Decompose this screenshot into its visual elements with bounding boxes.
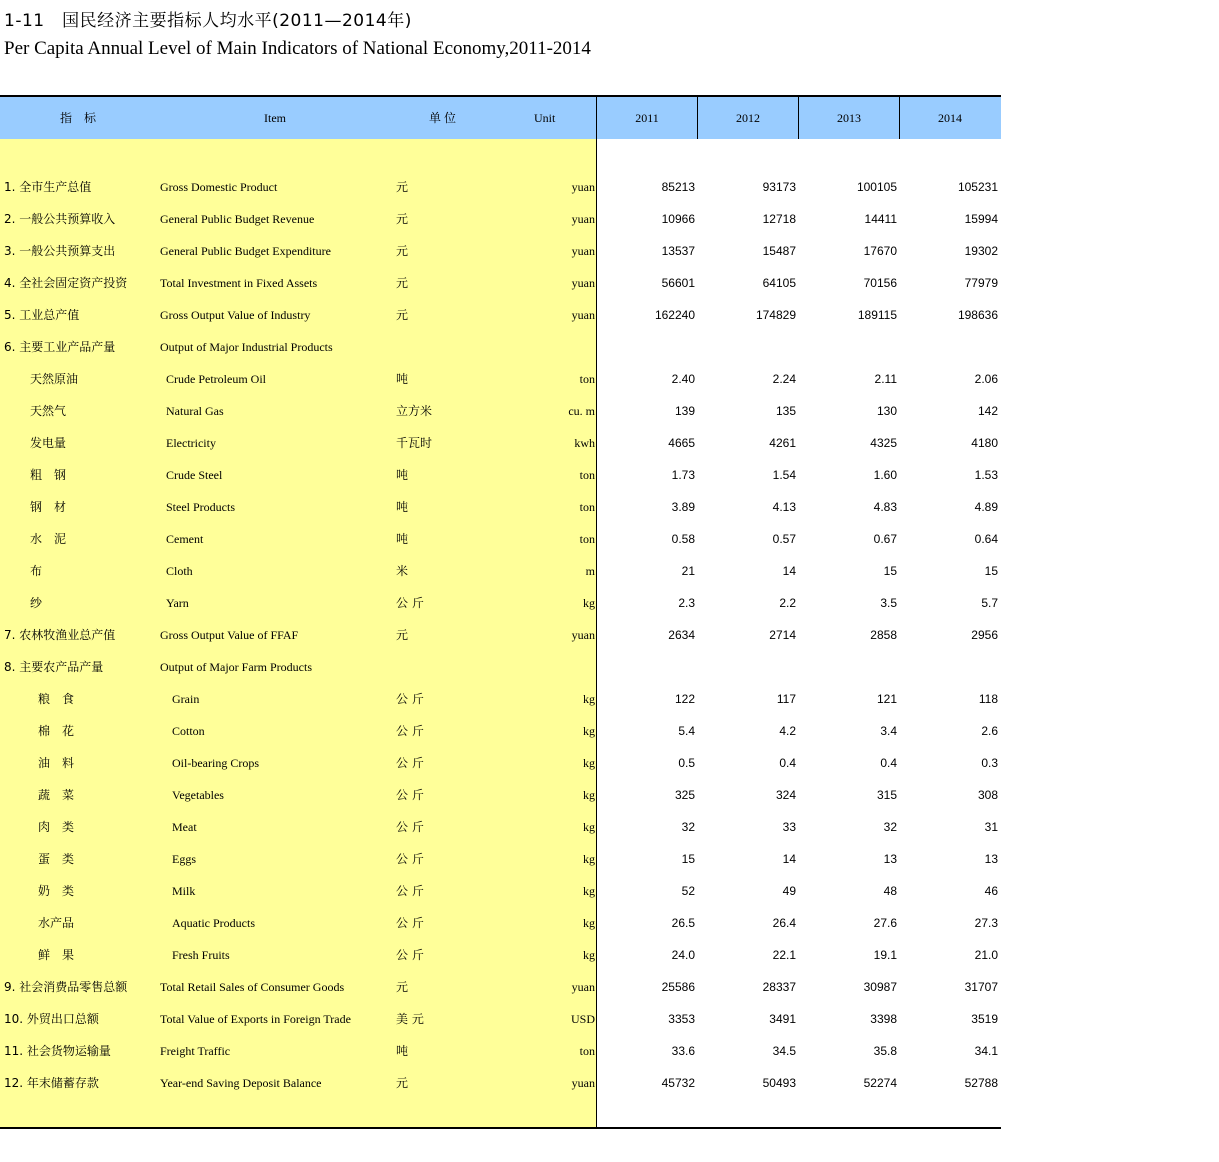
- unit-cn: 吨: [396, 500, 409, 514]
- table-bottom-rule: [0, 1127, 1001, 1129]
- table-row: [0, 561, 1001, 581]
- value-cell: 12718: [762, 212, 796, 226]
- indicator-name-en: General Public Budget Revenue: [160, 212, 315, 226]
- unit-en: yuan: [571, 308, 595, 322]
- unit-cn: 千瓦时: [396, 436, 433, 450]
- table-row: [0, 977, 1001, 997]
- unit-en: m: [585, 564, 595, 578]
- header-year-2012: 2012: [697, 97, 798, 139]
- value-cell: 14411: [864, 212, 897, 226]
- value-cell: 10966: [661, 212, 695, 226]
- table-title-english: Per Capita Annual Level of Main Indicators of National Economy,2011-2014: [4, 38, 591, 59]
- indicator-name-cn: 纱: [30, 596, 43, 610]
- unit-en: kg: [583, 820, 595, 834]
- unit-en: ton: [579, 532, 595, 546]
- value-cell: 52274: [863, 1076, 897, 1090]
- value-cell: 121: [876, 692, 897, 706]
- indicator-name-en: Grain: [172, 692, 200, 706]
- indicator-name-en: Cloth: [166, 564, 193, 578]
- table-row: [0, 529, 1001, 549]
- unit-cn: 米: [396, 564, 409, 578]
- unit-cn: 公 斤: [396, 788, 424, 802]
- table-row: [0, 433, 1001, 453]
- value-cell: 26.5: [671, 916, 695, 930]
- unit-en: kg: [583, 692, 595, 706]
- value-cell: 31707: [964, 980, 998, 994]
- table-row: [0, 593, 1001, 613]
- unit-cn: 公 斤: [396, 884, 424, 898]
- value-cell: 15: [883, 564, 897, 578]
- indicator-name-cn: 水产品: [38, 916, 75, 930]
- value-cell: 4.13: [772, 500, 796, 514]
- value-cell: 2956: [971, 628, 998, 642]
- header-indicator-cn: 指 标: [60, 111, 97, 125]
- value-cell: 4.89: [974, 500, 998, 514]
- indicator-name-en: General Public Budget Expenditure: [160, 244, 331, 258]
- unit-en: kg: [583, 916, 595, 930]
- value-cell: 117: [776, 692, 796, 706]
- indicator-name-cn: 5. 工业总产值: [4, 308, 80, 322]
- value-cell: 19.1: [873, 948, 897, 962]
- value-cell: 0.3: [981, 756, 998, 770]
- value-cell: 189115: [857, 308, 897, 322]
- table-row: [0, 369, 1001, 389]
- indicator-name-cn: 天然原油: [30, 372, 79, 386]
- indicator-name-cn: 11. 社会货物运输量: [4, 1044, 111, 1058]
- indicator-name-cn: 布: [30, 564, 43, 578]
- table-row: [0, 305, 1001, 325]
- unit-cn: 吨: [396, 1044, 409, 1058]
- indicator-name-cn: 棉 花: [38, 724, 75, 738]
- table-row: [0, 1009, 1001, 1029]
- table-row: [0, 273, 1001, 293]
- value-cell: 52788: [964, 1076, 998, 1090]
- value-cell: 4.83: [873, 500, 897, 514]
- value-cell: 2714: [769, 628, 796, 642]
- value-cell: 2.24: [772, 372, 796, 386]
- value-cell: 52: [681, 884, 695, 898]
- value-cell: 3.89: [671, 500, 695, 514]
- value-cell: 2.40: [671, 372, 695, 386]
- value-cell: 33: [782, 820, 796, 834]
- value-cell: 85213: [661, 180, 695, 194]
- unit-en: yuan: [571, 212, 595, 226]
- value-cell: 32: [883, 820, 897, 834]
- value-cell: 4.2: [779, 724, 796, 738]
- value-cell: 25586: [661, 980, 695, 994]
- value-cell: 17670: [863, 244, 897, 258]
- value-cell: 93173: [762, 180, 796, 194]
- indicator-name-en: Total Value of Exports in Foreign Trade: [160, 1012, 351, 1026]
- value-cell: 2858: [870, 628, 897, 642]
- indicator-name-cn: 8. 主要农产品产量: [4, 660, 104, 674]
- unit-en: yuan: [571, 1076, 595, 1090]
- indicator-name-en: Total Investment in Fixed Assets: [160, 276, 318, 290]
- value-cell: 135: [775, 404, 796, 418]
- value-cell: 325: [674, 788, 695, 802]
- value-cell: 1.54: [772, 468, 796, 482]
- table-row: [0, 241, 1001, 261]
- indicator-name-en: Meat: [172, 820, 197, 834]
- value-cell: 22.1: [772, 948, 796, 962]
- unit-cn: 公 斤: [396, 820, 424, 834]
- unit-en: yuan: [571, 628, 595, 642]
- indicator-name-cn: 天然气: [30, 404, 67, 418]
- indicator-name-en: Gross Output Value of FFAF: [160, 628, 299, 642]
- value-cell: 35.8: [873, 1044, 897, 1058]
- header-unit-cn: 单 位: [429, 111, 457, 125]
- indicator-name-cn: 蔬 菜: [38, 788, 75, 802]
- indicator-name-en: Freight Traffic: [160, 1044, 231, 1058]
- indicator-name-cn: 粮 食: [38, 692, 75, 706]
- indicator-name-cn: 油 料: [38, 756, 75, 770]
- header-year-2014: 2014: [899, 97, 1000, 139]
- value-cell: 2.06: [974, 372, 998, 386]
- table-row: [0, 849, 1001, 869]
- unit-en: kg: [583, 884, 595, 898]
- unit-cn: 元: [396, 244, 409, 258]
- indicator-name-en: Gross Output Value of Industry: [160, 308, 311, 322]
- value-cell: 48: [883, 884, 897, 898]
- unit-en: USD: [570, 1012, 595, 1026]
- indicator-name-en: Aquatic Products: [172, 916, 255, 930]
- unit-en: yuan: [571, 276, 595, 290]
- unit-en: yuan: [571, 180, 595, 194]
- value-cell: 14: [782, 564, 796, 578]
- table-row: [0, 785, 1001, 805]
- value-cell: 19302: [964, 244, 998, 258]
- unit-en: kg: [583, 724, 595, 738]
- indicator-name-cn: 1. 全市生产总值: [4, 180, 92, 194]
- value-cell: 139: [674, 404, 695, 418]
- value-cell: 21.0: [974, 948, 998, 962]
- unit-cn: 元: [396, 980, 409, 994]
- value-cell: 105231: [957, 180, 998, 194]
- unit-en: kg: [583, 852, 595, 866]
- value-cell: 34.5: [772, 1044, 796, 1058]
- header-unit-en: Unit: [534, 111, 556, 125]
- value-cell: 5.7: [981, 596, 998, 610]
- unit-en: kg: [583, 756, 595, 770]
- unit-cn: 吨: [396, 532, 409, 546]
- value-cell: 32: [681, 820, 695, 834]
- value-cell: 0.57: [772, 532, 796, 546]
- unit-en: ton: [579, 372, 595, 386]
- value-cell: 3.4: [880, 724, 897, 738]
- value-cell: 0.4: [880, 756, 897, 770]
- value-cell: 308: [977, 788, 998, 802]
- value-cell: 13537: [661, 244, 695, 258]
- indicator-name-cn: 鲜 果: [38, 948, 75, 962]
- value-cell: 3519: [971, 1012, 998, 1026]
- value-cell: 3491: [769, 1012, 796, 1026]
- indicator-name-cn: 3. 一般公共预算支出: [4, 244, 116, 258]
- value-cell: 27.3: [974, 916, 998, 930]
- table-row: [0, 209, 1001, 229]
- value-cell: 3.5: [880, 596, 897, 610]
- indicator-name-cn: 肉 类: [38, 820, 75, 834]
- value-cell: 118: [978, 692, 998, 706]
- value-cell: 2634: [668, 628, 695, 642]
- unit-cn: 公 斤: [396, 596, 424, 610]
- indicator-name-en: Electricity: [166, 436, 216, 450]
- value-cell: 3398: [870, 1012, 897, 1026]
- indicator-name-en: Gross Domestic Product: [160, 180, 278, 194]
- indicator-name-en: Milk: [172, 884, 196, 898]
- value-cell: 0.4: [779, 756, 796, 770]
- table-row: [0, 945, 1001, 965]
- indicator-name-en: Year-end Saving Deposit Balance: [160, 1076, 322, 1090]
- indicator-name-cn: 9. 社会消费品零售总额: [4, 980, 128, 994]
- indicator-name-en: Eggs: [172, 852, 196, 866]
- value-cell: 0.64: [974, 532, 998, 546]
- unit-cn: 吨: [396, 372, 409, 386]
- indicator-name-en: Natural Gas: [166, 404, 224, 418]
- table-row: [0, 337, 1001, 357]
- indicator-name-cn: 7. 农林牧渔业总产值: [4, 628, 116, 642]
- unit-en: kg: [583, 788, 595, 802]
- value-cell: 13: [984, 852, 998, 866]
- unit-en: yuan: [571, 980, 595, 994]
- value-cell: 31: [984, 820, 998, 834]
- unit-en: yuan: [571, 244, 595, 258]
- indicator-name-en: Cement: [166, 532, 204, 546]
- unit-cn: 元: [396, 212, 409, 226]
- table-body: [0, 139, 1001, 1129]
- value-cell: 50493: [762, 1076, 796, 1090]
- value-cell: 21: [681, 564, 695, 578]
- indicator-name-en: Total Retail Sales of Consumer Goods: [160, 980, 345, 994]
- indicator-name-en: Vegetables: [172, 788, 224, 802]
- indicator-name-cn: 水 泥: [30, 532, 67, 546]
- value-cell: 34.1: [974, 1044, 998, 1058]
- table-row: [0, 881, 1001, 901]
- value-cell: 1.53: [974, 468, 998, 482]
- table-row: [0, 1073, 1001, 1093]
- table-row: [0, 913, 1001, 933]
- statistics-table: [0, 95, 1001, 1129]
- value-cell: 15: [984, 564, 998, 578]
- table-title-chinese: 1-11 国民经济主要指标人均水平(2011—2014年): [4, 11, 412, 31]
- header-item-en: Item: [264, 111, 286, 125]
- value-cell: 77979: [964, 276, 998, 290]
- indicator-name-cn: 钢 材: [30, 500, 67, 514]
- header-year-2013: 2013: [798, 97, 899, 139]
- indicator-name-en: Crude Steel: [166, 468, 223, 482]
- value-cell: 122: [674, 692, 695, 706]
- value-cell: 15: [681, 852, 695, 866]
- value-cell: 142: [977, 404, 998, 418]
- unit-cn: 元: [396, 276, 409, 290]
- unit-en: kg: [583, 948, 595, 962]
- indicator-name-cn: 4. 全社会固定资产投资: [4, 276, 128, 290]
- unit-cn: 元: [396, 628, 409, 642]
- table-row: [0, 817, 1001, 837]
- unit-cn: 公 斤: [396, 948, 424, 962]
- unit-cn: 公 斤: [396, 852, 424, 866]
- indicator-name-cn: 10. 外贸出口总额: [4, 1012, 99, 1026]
- value-cell: 198636: [957, 308, 998, 322]
- unit-en: kwh: [574, 436, 595, 450]
- value-cell: 2.6: [981, 724, 998, 738]
- value-cell: 315: [876, 788, 897, 802]
- indicator-name-cn: 粗 钢: [30, 468, 67, 482]
- indicator-name-cn: 12. 年末储蓄存款: [4, 1076, 99, 1090]
- indicator-name-en: Fresh Fruits: [172, 948, 230, 962]
- unit-cn: 公 斤: [396, 692, 424, 706]
- table-row: [0, 497, 1001, 517]
- table-row: [0, 401, 1001, 421]
- unit-cn: 立方米: [396, 404, 433, 418]
- value-cell: 324: [775, 788, 796, 802]
- table-row: [0, 177, 1001, 197]
- value-cell: 30987: [863, 980, 897, 994]
- value-cell: 14: [782, 852, 796, 866]
- unit-cn: 元: [396, 308, 409, 322]
- value-cell: 46: [984, 884, 998, 898]
- table-row: [0, 625, 1001, 645]
- table-row: [0, 465, 1001, 485]
- value-cell: 56601: [661, 276, 695, 290]
- value-cell: 0.67: [873, 532, 897, 546]
- value-cell: 2.3: [678, 596, 695, 610]
- unit-en: cu. m: [568, 404, 595, 418]
- table-row: [0, 689, 1001, 709]
- unit-cn: 元: [396, 180, 409, 194]
- indicator-name-en: Output of Major Industrial Products: [160, 340, 333, 354]
- indicator-name-cn: 2. 一般公共预算收入: [4, 212, 116, 226]
- value-cell: 2.2: [779, 596, 796, 610]
- value-cell: 4325: [870, 436, 897, 450]
- indicator-name-en: Yarn: [166, 596, 189, 610]
- value-cell: 70156: [863, 276, 897, 290]
- unit-en: ton: [579, 1044, 595, 1058]
- table-row: [0, 1041, 1001, 1061]
- table-header: [0, 95, 1001, 139]
- unit-en: kg: [583, 596, 595, 610]
- value-cell: 49: [782, 884, 796, 898]
- value-cell: 4261: [769, 436, 796, 450]
- indicator-name-cn: 发电量: [30, 436, 67, 450]
- unit-cn: 吨: [396, 468, 409, 482]
- unit-cn: 公 斤: [396, 916, 424, 930]
- value-cell: 24.0: [671, 948, 695, 962]
- unit-cn: 美 元: [396, 1012, 424, 1026]
- value-cell: 162240: [654, 308, 695, 322]
- header-year-2011: 2011: [596, 97, 697, 139]
- value-cell: 15487: [762, 244, 796, 258]
- value-cell: 1.73: [671, 468, 695, 482]
- indicator-name-en: Cotton: [172, 724, 205, 738]
- indicator-name-cn: 奶 类: [38, 884, 75, 898]
- value-cell: 2.11: [874, 372, 897, 386]
- unit-cn: 元: [396, 1076, 409, 1090]
- indicator-name-cn: 蛋 类: [38, 852, 75, 866]
- value-cell: 64105: [762, 276, 796, 290]
- value-cell: 13: [883, 852, 897, 866]
- value-cell: 3353: [668, 1012, 695, 1026]
- value-cell: 4665: [668, 436, 695, 450]
- table-row: [0, 753, 1001, 773]
- value-cell: 5.4: [678, 724, 695, 738]
- indicator-name-en: Steel Products: [166, 500, 235, 514]
- value-cell: 0.5: [678, 756, 695, 770]
- value-cell: 100105: [856, 180, 897, 194]
- unit-cn: 公 斤: [396, 724, 424, 738]
- value-cell: 0.58: [671, 532, 695, 546]
- value-cell: 45732: [661, 1076, 695, 1090]
- value-cell: 174829: [755, 308, 796, 322]
- table-row: [0, 721, 1001, 741]
- indicator-name-en: Oil-bearing Crops: [172, 756, 259, 770]
- unit-cn: 公 斤: [396, 756, 424, 770]
- unit-en: ton: [579, 468, 595, 482]
- value-cell: 26.4: [772, 916, 796, 930]
- indicator-name-en: Crude Petroleum Oil: [166, 372, 266, 386]
- indicator-name-cn: 6. 主要工业产品产量: [4, 340, 116, 354]
- value-cell: 1.60: [873, 468, 897, 482]
- value-cell: 15994: [964, 212, 998, 226]
- value-cell: 4180: [971, 436, 998, 450]
- unit-en: ton: [579, 500, 595, 514]
- table-row: [0, 657, 1001, 677]
- indicator-name-en: Output of Major Farm Products: [160, 660, 312, 674]
- value-cell: 28337: [762, 980, 796, 994]
- value-cell: 27.6: [873, 916, 897, 930]
- value-cell: 130: [876, 404, 897, 418]
- value-cell: 33.6: [671, 1044, 695, 1058]
